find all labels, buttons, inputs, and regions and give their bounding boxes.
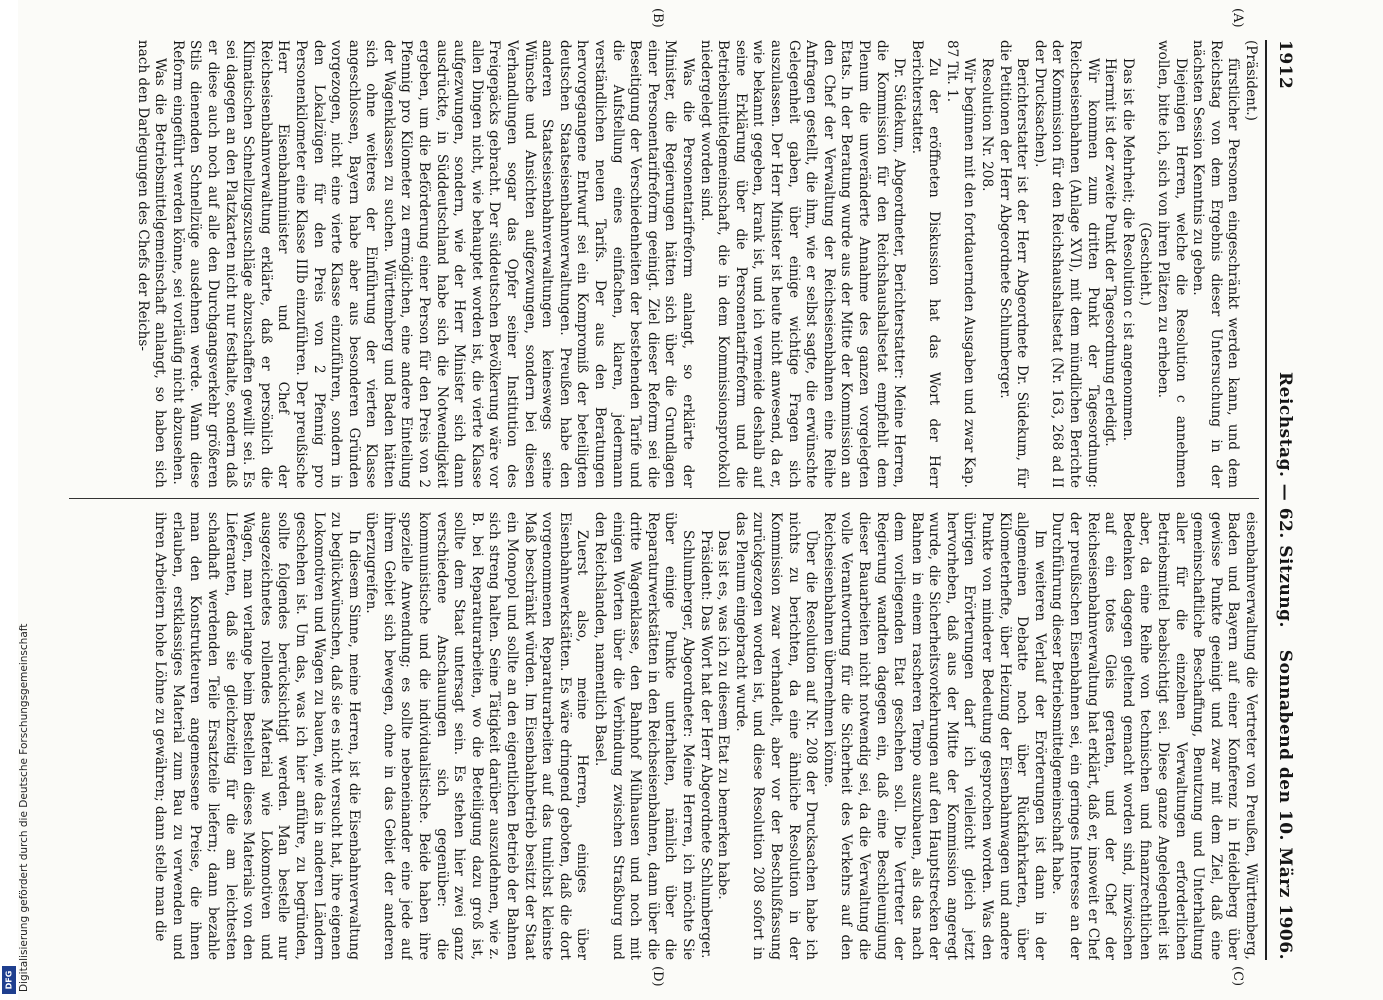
paragraph: Diejenigen Herren, welche die Resolution c annehmen wollen, bitte ich, sich von ihren Plätzen zu erheben. bbox=[1155, 40, 1189, 488]
paragraph: Zu der eröffneten Diskussion hat das Wort der Herr Berichterstatter. bbox=[908, 40, 943, 488]
margin-mark-a: (A) bbox=[1230, 8, 1245, 28]
page-header bbox=[1267, 40, 1301, 960]
footer-strip bbox=[0, 0, 18, 1000]
speaker-tag: (Präsident.) bbox=[1243, 40, 1259, 121]
paragraph: Dr. Südekum, Abgeordneter, Berichterstatter: Meine Herren, die Kommission für den Reichshaushaltsetat empfiehlt dem Plenum die unveränderte Annahme des ganzen vorgelegten Etats. In der Beratung wurde aus der Mitte der Kommission an den Chef der Verwaltung der Reichseisenbahnen eine Reihe Anfragen gestellt, die ihm, wie er selbst sagte, die erwünschte Gelegenheit gaben, über einige wichtige Fragen sich auszulassen. Der Herr Minister ist heute nicht anwesend, da er, wie bekannt gegeben, krank ist, und ich vermeide deshalb auf seine Erklärung über die Personentarifreform und die Betriebsmittelgemeinschaft, die in dem Kommissionsprotokoll niedergelegt worden sind. bbox=[697, 40, 908, 488]
dfg-logo-text: DFG bbox=[4, 970, 14, 990]
right-column bbox=[59, 512, 1259, 960]
paragraph: Was die Personentarifreform anlangt, so erklärte der Minister, die Regierungen hätten sich über die Grundlagen einer Personentarifreform geeinigt. Ziel dieser Reform sei die Beseitigung der Verschiedenheiten der bestehenden Tarife und die Aufstellung eines einfachen, klaren, jedermann verständlichen neuen Tarifs. Der aus den Beratungen hervorgegangene Entwurf sei ein Kompromiß der beteiligten deutschen Staatseisenbahnverwaltungen. Preußen habe den anderen Staatseisenbahnverwaltungen keineswegs seine Wünsche und Ansichten aufgezwungen, sondern bei diesen Verhandlungen sogar das Opfer seiner Institution des Freigepäcks gebracht. Der süddeutschen Bevölkerung wäre vor allen Dingen nicht, wie behauptet worden ist, die vierte Klasse aufgezwungen, sondern, wie der Herr Minister sich dann ausdrückte, in Süddeutschland habe sich die Notwendigkeit ergeben, um die Beförderung einer Person für den Preis von 2 Pfennig pro Kilometer zu ermöglichen, eine andere Einteilung der Wagenklassen zu suchen. Württemberg und Baden hätten sich ohne weiteres der Einführung der vierten Klasse angeschlossen, Bayern habe aber aus besonderen Gründen vorgezogen, nicht eine vierte Klasse einzuführen, sondern in den Lokalzügen für den Preis von 2 Pfennig pro Personenkilometer eine Klasse IIIb einzuführen. Der preußische Herr Eisenbahnminister und Chef der Reichseisenbahnverwaltung erklärte, daß er persönlich die Klimatischen Schnellzugszuschläge abzuschaffen gewillt sei. Es sei dagegen an den Platzkarten nicht nur festhalte, sondern daß er diese auch noch auf alle den Durchgangsverkehr größeren Stils dienenden Schnellzüge ausdehnen werde. Wann diese Reform eingeführt werden könne, sei vorläufig nicht abzusehen. bbox=[169, 40, 696, 488]
digitization-note: Digitalisierung gefördert durch die Deutsche Forschungsgemeinschaft bbox=[18, 623, 30, 992]
paragraph: Wir kommen zum dritten Punkt der Tagesordnung: Reichseisenbahnen (Anlage XVI), mit dem mündlichen Berichte der Kommission für den Reichshaushaltsetat (Nr. 163, 268 ad II der Drucksachen). bbox=[1031, 40, 1101, 488]
rotated-page-content bbox=[45, 0, 1315, 1000]
session-title: Reichstag. — 62. Sitzung. bbox=[1275, 372, 1295, 628]
paragraph: Wir beginnen mit den fortdauernden Ausgaben und zwar Kap. 87 Tit. 1. bbox=[943, 40, 978, 488]
paragraph: Hiermit ist der zweite Punkt der Tagesordnung erledigt. bbox=[1102, 58, 1119, 447]
paragraph: Schlumberger, Abgeordneter: Meine Herren, ich möchte Sie über einige Punkte unterhalten, nämlich über die Reparaturwerkstätten in den Reichseisenbahnen, dann über die dritte Wagenklasse, den Bahnhof Mülhausen und noch mit einigen Worten über die Verbindung zwischen Straßburg und den Reichslanden, namentlich Basel. bbox=[592, 512, 696, 960]
paragraph: Das ist es, was ich zu diesem Etat zu bemerken habe. bbox=[715, 530, 732, 900]
margin-mark-c: (C) bbox=[1230, 966, 1245, 987]
dfg-logo bbox=[2, 966, 16, 994]
paragraph: Über die Resolution auf Nr. 208 der Drucksachen habe ich nichts zu berichten, da eine ähnliche Resolution in der Kommission zwar verhandelt, aber vor der Beschlußfassung zurückgezogen worden ist, und diese Resolution 208 sofort in das Plenum eingebracht wurde. bbox=[732, 512, 820, 960]
paragraph: Resolution Nr. 208. bbox=[979, 58, 996, 192]
paragraph: Berichterstatter ist der Herr Abgeordnete Dr. Südekum, für die Petitionen der Herr Abgeordnete Schlumberger. bbox=[996, 40, 1031, 488]
paragraph: Zuerst also, meine Herren, einiges über Eisenbahnwerkstätten. Es wäre dringend geboten, daß die dort vorgenommenen Reparaturarbeiten auf das tunlichst kleinste Maß beschränkt würden. Im Eisenbahnbetrieb besitzt der Staat ein Monopol und sollte an den eigentlichen Betrieb der Bahnen sich streng halten. Seine Tätigkeit darüber auszudehnen, wie z. B. bei Reparaturarbeiten, wo die Beteiligung dazu groß ist, sollte dem Staat untersagt sein. Es stehen hier zwei ganz verschiedene Anschauungen sich gegenüber: die kommunistische und die individualistische. Beide haben ihre spezielle Anwendung; es sollte nebeneinander eine jede auf ihrem Gebiet sich bewegen, ohne in das Gebiet der anderen überzugreifen. bbox=[363, 512, 591, 960]
paragraph: In diesem Sinne, meine Herren, ist die Eisenbahnverwaltung zu beglückwünschen, daß sie es nicht versucht hat, ihre eigenen Lokomotiven und Wagen zu bauen, wie das in anderen Ländern geschehen ist. Um das, was ich hier anführe, zu begründen, sollte folgendes berücksichtigt werden. Man bestelle nur ausgezeichnetes rollendes Material wie Lokomotiven und Wagen, man verlange beim Bestellen dieses Materials von den Lieferanten, daß sie gleichzeitig für die am leichtesten schadhaft werdenden Teile Ersatzteile liefern; dann bezahle man den Konstrukteuren angemessene Preise, die ihnen erlauben, erstklassiges Material zum Bau zu verwenden und ihren Arbeitern hohe Löhne zu gewähren; dann stelle man die bbox=[152, 512, 362, 960]
left-column bbox=[59, 40, 1259, 488]
paragraph: Was die Betriebsmittelgemeinschaft anlangt, so haben sich nach den Darlegungen des Chefs der Reichs- bbox=[134, 40, 169, 488]
session-date: Sonnabend den 10. März 1906. bbox=[1275, 649, 1295, 960]
paragraph: Das ist die Mehrheit; die Resolution c ist angenommen. bbox=[1119, 58, 1136, 442]
page-number: 1912 bbox=[1275, 40, 1295, 90]
header-rule bbox=[1265, 40, 1267, 960]
paragraph: eisenbahnverwaltung die Vertreter von Preußen, Württemberg, Baden und Bayern auf einer Konferenz in Heidelberg über gewisse Punkte geeinigt und zwar mit dem Ziel, daß eine gemeinschaftliche Beschaffung, Benutzung und Unterhaltung aller für die einzelnen Verwaltungen erforderlichen Betriebsmittel beabsichtigt sei. Diese ganze Angelegenheit ist aber, da eine Reihe von technischen und finanzrechtlichen Bedenken dagegen geltend gemacht worden sind, inzwischen auf ein totes Gleis geraten, und der Chef der Reichseisenbahnverwaltung hat erklärt, daß er, insoweit er Chef der preußischen Eisenbahnen sei, ein geringes Interesse an der Durchführung dieser Betriebsmittelgemeinschaft habe. bbox=[1049, 512, 1259, 960]
paragraph: Im weiteren Verlauf der Erörterungen ist dann in der allgemeinen Debatte noch über Rückfahrkarten, über Kilometerhefte, über Heizung der Eisenbahnwagen und andere Punkte von minderer Bedeutung gesprochen worden. Was den übrigen Erörterungen darf ich vielleicht gleich jetzt hervorheben, daß aus der Mitte der Kommission angeregt wurde, die Sicherheitsvorkehrungen auf den Hauptstrecken der Bahnen in einem rascheren Tempo auszubauen, als das nach dem vorliegenden Etat geschehen soll. Die Vertreter der Regierung wandten dagegen ein, daß eine Beschleunigung dieser Bauarbeiten nicht notwendig sei, da die Verwaltung die volle Verantwortung für die Sicherheit des Verkehrs auf den Reichseisenbahnen übernehmen könne. bbox=[820, 512, 1048, 960]
margin-mark-b: (B) bbox=[650, 8, 665, 28]
column-divider bbox=[69, 498, 1259, 499]
margin-mark-d: (D) bbox=[650, 966, 665, 987]
stage-direction: (Geschieht.) bbox=[1137, 222, 1154, 306]
paragraph: Präsident: Das Wort hat der Herr Abgeordnete Schlumberger. bbox=[697, 530, 714, 959]
paragraph: fürstlicher Personen eingeschränkt werden kann, und dem Reichstag von dem Ergebnis dieser Untersuchung in der nächsten Session Kenntnis zu geben. bbox=[1190, 40, 1242, 488]
